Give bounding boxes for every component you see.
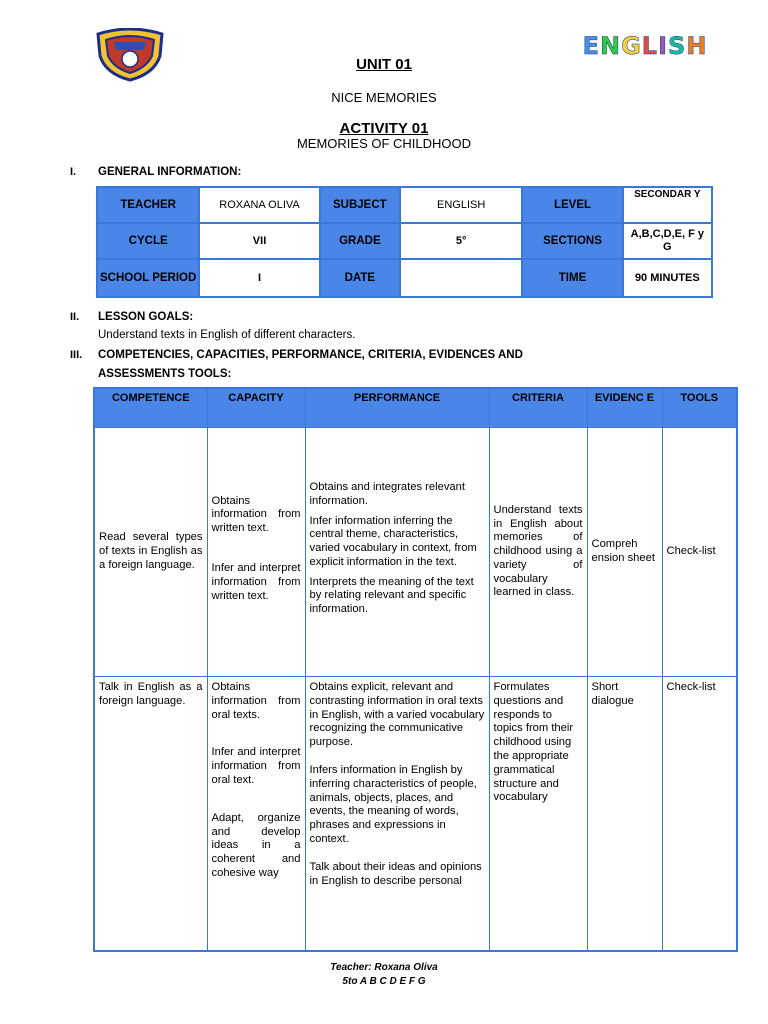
level-value: SECONDAR Y (623, 187, 712, 223)
teacher-label: TEACHER (97, 187, 199, 223)
grade-value: 5° (400, 223, 522, 259)
capacity-item: Infer and interpret information from written text. (211, 562, 301, 602)
tools-cell: Check-list (662, 677, 737, 952)
evidence-cell: Compreh ension sheet (587, 428, 662, 677)
brand-letter: I (658, 32, 669, 60)
competence-cell: Talk in English as a foreign language. (94, 677, 207, 952)
section-3-title-line1: COMPETENCIES, CAPACITIES, PERFORMANCE, CRITERIA, EVIDENCES AND (98, 349, 523, 361)
capacity-item: Adapt, organize and develop ideas in a coherent and cohesive way (211, 811, 301, 879)
brand-letter: L (641, 32, 659, 60)
performance-item: Infer information inferring the central theme, characteristics, varied vocabulary in context, from explicit information in the text. (309, 514, 477, 568)
header-tools: TOOLS (662, 388, 737, 428)
section-2-title: LESSON GOALS: (98, 311, 194, 323)
criteria-cell: Formulates questions and responds to topics from their childhood using the appropriate grammatical structure and vocabulary (489, 677, 587, 952)
evidence-cell: Short dialogue (587, 677, 662, 952)
header-evidence: EVIDENC E (587, 388, 662, 428)
section-3-title-line2: ASSESSMENTS TOOLS: (98, 368, 232, 380)
footer-teacher: Teacher: Roxana Oliva (330, 962, 438, 973)
school-period-value: I (199, 259, 319, 297)
competence-cell: Read several types of texts in English as a foreign language. (94, 428, 207, 677)
competencies-table (93, 387, 738, 952)
performance-item: Talk about their ideas and opinions in English to describe personal (309, 860, 482, 887)
lesson-goal-text: Understand texts in English of different characters. (98, 329, 356, 341)
sections-value: A,B,C,D,E, F y G (623, 223, 712, 259)
capacity-item: Obtains information from written text. (211, 494, 301, 535)
table-row (94, 677, 737, 952)
cycle-value: VII (199, 223, 319, 259)
teacher-value: ROXANA OLIVA (199, 187, 319, 223)
sections-label: SECTIONS (522, 223, 622, 259)
brand-letter: E (582, 32, 600, 60)
table-row (94, 428, 737, 677)
header-capacity: CAPACITY (207, 388, 305, 428)
performance-item: Obtains explicit, relevant and contrasting information in oral texts in English, with a varied vocabulary recognizing the communicative purpose. (309, 681, 485, 749)
section-1-number: I. (70, 166, 77, 178)
time-label: TIME (522, 259, 622, 297)
tools-cell: Check-list (662, 428, 737, 677)
capacity-cell (207, 677, 305, 952)
capacity-cell (207, 428, 305, 677)
capacity-item: Infer and interpret information from oral text. (211, 746, 301, 786)
subject-label: SUBJECT (320, 187, 400, 223)
brand-letter: H (686, 32, 708, 60)
brand-letter: S (668, 32, 687, 60)
grade-label: GRADE (320, 223, 400, 259)
performance-cell (305, 677, 489, 952)
brand-letter: G (621, 32, 642, 60)
general-information-table (96, 186, 713, 298)
header-competence: COMPETENCE (94, 388, 207, 428)
unit-subtitle: NICE MEMORIES (331, 90, 437, 105)
capacity-item: Obtains information from oral texts. (211, 681, 301, 721)
date-label: DATE (320, 259, 400, 297)
brand-letter: N (599, 32, 622, 60)
table-header-row (94, 388, 737, 428)
school-crest-logo (94, 28, 166, 82)
performance-item: Obtains and integrates relevant information. (309, 480, 465, 507)
header-criteria: CRITERIA (489, 388, 587, 428)
section-1-title: GENERAL INFORMATION: (98, 166, 242, 178)
performance-item: Infers information in English by inferring characteristics of people, animals, objects, places, and events, the meaning of words, phrases and expressions in context. (309, 763, 477, 845)
section-3-number: III. (70, 349, 83, 361)
school-period-label: SCHOOL PERIOD (97, 259, 199, 297)
activity-subtitle: MEMORIES OF CHILDHOOD (296, 136, 472, 151)
level-label: LEVEL (522, 187, 622, 223)
time-value: 90 MINUTES (623, 259, 712, 297)
date-value (400, 259, 522, 297)
criteria-cell: Understand texts in English about memories of childhood using a variety of vocabulary learned in class. (489, 428, 587, 677)
performance-item: Interprets the meaning of the text by relating relevant and specific information. (309, 575, 474, 616)
performance-cell (305, 428, 489, 677)
subject-value: ENGLISH (400, 187, 522, 223)
section-2-number: II. (70, 311, 80, 323)
unit-title: UNIT 01 (356, 56, 412, 73)
footer-groups: 5to A B C D E F G (342, 976, 426, 987)
header-performance: PERFORMANCE (305, 388, 489, 428)
activity-title: ACTIVITY 01 (339, 120, 429, 137)
cycle-label: CYCLE (97, 223, 199, 259)
